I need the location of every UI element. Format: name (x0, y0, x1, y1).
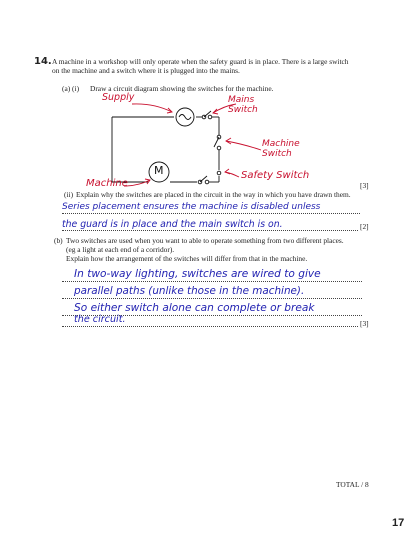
part-a-ii-prompt: Explain why the switches are placed in the circuit in the way in which you have drawn them. (76, 190, 351, 199)
question-intro-line-2: on the machine and a switch where it is plugged into the mains. (52, 66, 240, 75)
part-a-ii-marks: [2] (360, 222, 369, 231)
answer-line (62, 298, 362, 299)
answer-line (62, 230, 358, 231)
ac-supply-symbol (176, 108, 194, 126)
part-b-marks: [3] (360, 319, 369, 328)
part-a-ii-label: (ii) (64, 190, 74, 199)
part-a-i-label: (a) (i) (62, 84, 80, 93)
machine-arrow (124, 180, 150, 186)
supply-arrow (132, 104, 172, 112)
safety-switch-arrowhead (225, 169, 230, 174)
part-b-answer-line-4: the circuit. (74, 314, 126, 325)
machine-switch-annotation-line-1: Machine (262, 139, 300, 149)
question-number: 14. (34, 56, 52, 67)
part-b-answer-line-1: In two-way lighting, switches are wired to give (74, 268, 321, 280)
machine-annotation: Machine (86, 178, 128, 189)
part-b-prompt-line-2: (eg a light at each end of a corridor). (66, 245, 175, 254)
machine-switch-arrow (226, 141, 261, 150)
mains-switch-annotation-line-2: Switch (228, 105, 258, 115)
part-a-ii-answer-line-2: the guard is in place and the main switch is on. (62, 219, 283, 230)
part-b-answer-line-3: So either switch alone can complete or break (74, 302, 315, 314)
part-b-answer-line-2: parallel paths (unlike those in the machine). (74, 285, 305, 297)
machine-switch-annotation-line-2: Switch (262, 149, 292, 159)
supply-annotation: Supply (102, 92, 135, 103)
motor-label: M (154, 164, 164, 177)
answer-line (62, 326, 358, 327)
total-marks: TOTAL / 8 (336, 480, 369, 489)
safety-switch-annotation: Safety Switch (241, 170, 310, 181)
machine-switch-symbol (214, 135, 221, 150)
page-number: 17 (392, 517, 405, 529)
part-b-label: (b) (54, 236, 63, 245)
mains-switch-annotation-line-1: Mains (228, 95, 255, 105)
question-intro-line-1: A machine in a workshop will only operate when the safety guard is in place. There is a large switch (52, 57, 349, 66)
part-a-i-prompt: Draw a circuit diagram showing the switches for the machine. (90, 84, 274, 93)
answer-line (62, 213, 360, 214)
part-a-i-marks: [3] (360, 181, 369, 190)
answer-line (62, 281, 362, 282)
part-b-prompt-line-3: Explain how the arrangement of the switches will differ from that in the machine. (66, 254, 308, 263)
part-b-prompt-line-1: Two switches are used when you want to able to operate something from two different places. (66, 236, 344, 245)
mains-switch-symbol (202, 111, 212, 119)
part-a-ii-answer-line-1: Series placement ensures the machine is disabled unless (62, 202, 321, 212)
